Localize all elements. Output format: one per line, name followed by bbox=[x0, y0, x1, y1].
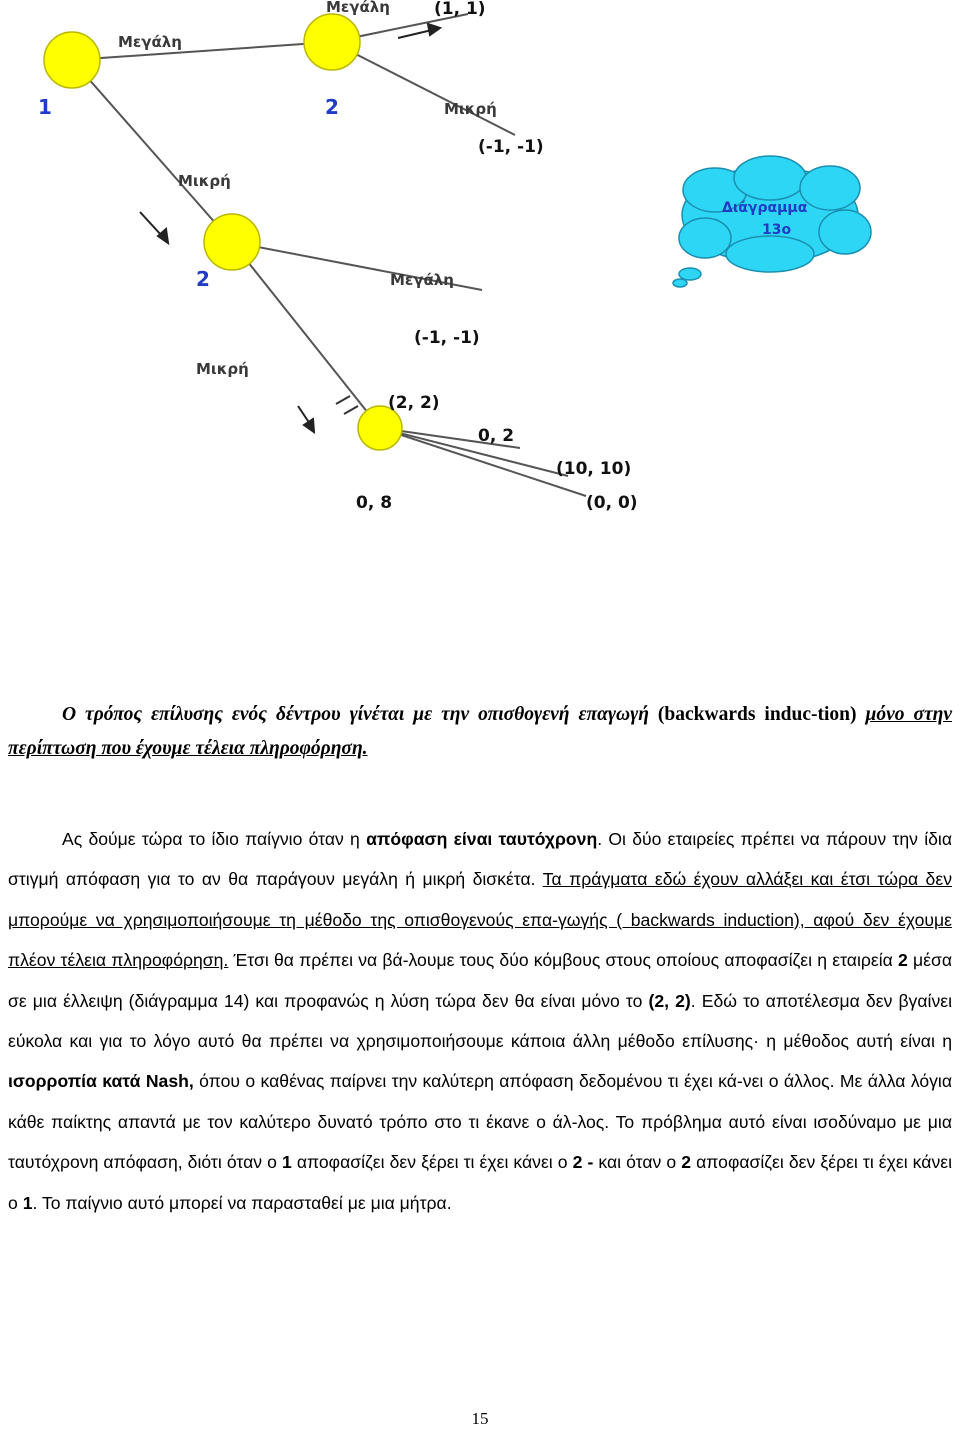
intro-part3: μόνο στην περίπτωση που έχουμε τέλεια πληροφόρηση. bbox=[8, 704, 952, 759]
label-edge-small: Μικρή bbox=[178, 172, 231, 190]
edge-1-to-2top bbox=[72, 42, 332, 60]
node-player-2-mid bbox=[204, 214, 260, 270]
cut-mark bbox=[344, 406, 358, 414]
payoff-0-8: 0, 8 bbox=[356, 493, 393, 513]
intro-paragraph bbox=[8, 698, 952, 766]
cloud-label-line1: Διάγραμμα bbox=[722, 200, 808, 216]
page-number: 15 bbox=[471, 1409, 489, 1428]
body-paragraph bbox=[8, 819, 952, 1223]
body-s4: Έτσι θα πρέπει να βά-λουμε τους δύο κόμβους στους οποίους αποφασίζει η εταιρεία bbox=[228, 950, 893, 971]
payoff-mid-neg: (-1, -1) bbox=[414, 328, 480, 348]
label-player-1: 1 bbox=[38, 95, 52, 119]
payoff-1-1: (1, 1) bbox=[434, 0, 486, 19]
intro-part1: Ο τρόπος επίλυσης ενός δέντρου γίνέται με την οπισθογενή επαγωγή bbox=[62, 704, 649, 725]
body-s7b: 1 bbox=[281, 1152, 292, 1173]
body-s2: . Οι δύο εταιρείες πρέπει να πάρουν την ίδια στιγμή απόφαση για το αν θα παράγουν μεγάλη ή μικρή δισκέτα. bbox=[8, 829, 952, 890]
body-s5: μέσα σε μια έλλειψη (διάγραμμα 14) και προφανώς η λύση τώρα δεν θα είναι μόνο το bbox=[8, 950, 953, 1011]
arrow-mid-head bbox=[158, 229, 168, 243]
edge-1-to-2mid bbox=[72, 60, 232, 242]
payoff-10-10: (10, 10) bbox=[556, 459, 632, 479]
payoff-top-neg: (-1, -1) bbox=[478, 137, 544, 157]
edge-2top-small bbox=[332, 42, 515, 135]
arrow-low-head bbox=[304, 419, 314, 432]
body-s9b: 2 bbox=[681, 1152, 692, 1173]
label-edge-large-2: Μεγάλη bbox=[326, 0, 390, 16]
body-s11: . Το παίγνιο αυτό μπορεί να παρασταθεί με μια μήτρα. bbox=[32, 1192, 452, 1213]
arrow-top bbox=[398, 30, 432, 38]
label-edge-large: Μεγάλη bbox=[118, 33, 182, 51]
payoff-0-0: (0, 0) bbox=[586, 493, 638, 513]
label-edge-small-mid: Μικρή bbox=[196, 360, 249, 378]
edge-low-1010 bbox=[380, 428, 568, 476]
body-s1b: απόφαση είναι ταυτόχρονη bbox=[366, 829, 598, 849]
body-s10b: 1 bbox=[22, 1192, 33, 1213]
body-s3: Τα πράγματα εδώ έχουν αλλάξει και έτσι τώρα δεν μπορούμε να χρησιμοποιήσουμε τη μέθοδο της οπισθογενούς επα-γωγής ( backwards induction), αφού δεν έχουμε πλέον τέλεια πληροφόρηση. bbox=[8, 869, 952, 971]
game-tree-diagram bbox=[0, 0, 960, 560]
intro-part2: (backwards induc-tion) bbox=[657, 704, 857, 725]
label-player-2-mid: 2 bbox=[196, 267, 210, 291]
payoff-0-2: 0, 2 bbox=[478, 426, 515, 446]
body-s8: αποφασίζει δεν ξέρει τι έχει κάνει ο bbox=[296, 1152, 568, 1173]
payoff-2-2: (2, 2) bbox=[388, 393, 440, 413]
body-s10: αποφασίζει δεν ξέρει τι έχει κάνει ο bbox=[8, 1152, 952, 1213]
cut-mark bbox=[336, 396, 350, 404]
node-player-2-top bbox=[304, 14, 360, 70]
body-s8b: 2 - bbox=[572, 1152, 594, 1173]
body-s6b: ισορροπία κατά Nash, bbox=[8, 1071, 194, 1092]
body-s4b: 2 bbox=[898, 950, 908, 971]
body-s5b: (2, 2) bbox=[648, 990, 691, 1011]
label-edge-large-mid: Μεγάλη bbox=[390, 271, 454, 289]
body-s1: Ας δούμε τώρα το ίδιο παίγνιο όταν η bbox=[62, 829, 360, 849]
arrow-top-head bbox=[428, 24, 440, 35]
arrow-mid bbox=[140, 212, 162, 236]
label-edge-small-2: Μικρή bbox=[444, 100, 497, 118]
body-s9: και όταν ο bbox=[598, 1152, 677, 1173]
body-s6: . Εδώ το αποτέλεσμα δεν βγαίνει εύκολα και για το λόγο αυτό θα πρέπει να χρησιμοποιήσουμε κάποια άλλη μέθοδο επίλυσης· η μέθοδος αυτή είναι η bbox=[8, 990, 952, 1052]
label-player-2-top: 2 bbox=[325, 95, 339, 119]
cloud-label-line2: 13ο bbox=[762, 222, 792, 238]
edge-2mid-small bbox=[232, 242, 380, 428]
body-s7: όπου ο καθένας παίρνει την καλύτερη απόφαση δεδομένου τι έχει κά-νει ο άλλος. Με άλλα λόγια κάθε παίκτης απαντά με τον καλύτερο δυνατό τρόπο στο τι έκανε ο άλ-λος. Το πρόβλημα αυτό είναι ισοδύναμο με μια ταυτόχρονη απόφαση, διότι όταν ο bbox=[8, 1071, 953, 1173]
node-player-1 bbox=[44, 32, 100, 88]
